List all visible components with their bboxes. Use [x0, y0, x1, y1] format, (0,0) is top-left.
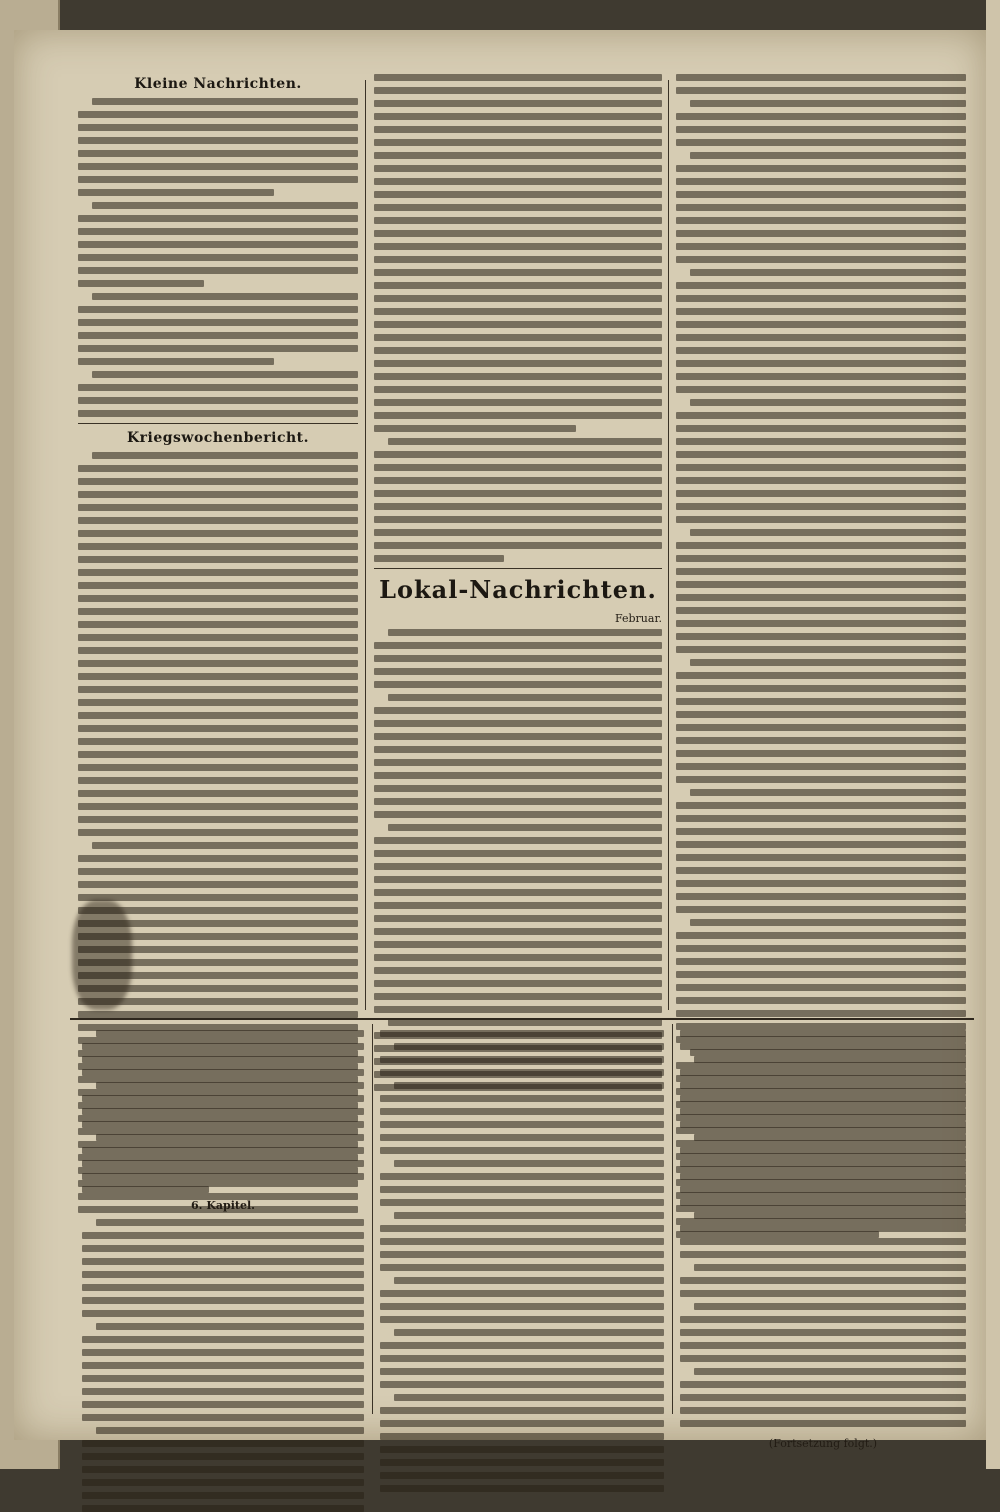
to-be-continued: (Fortsetzung folgt.) [768, 1437, 878, 1450]
war-report-headline: Kriegswochenbericht. [126, 430, 310, 446]
small-news-headline: Kleine Nachrichten. [134, 76, 302, 92]
local-news-body [374, 629, 662, 1091]
local-news-date: Februar. [614, 612, 662, 625]
serial-column-2 [380, 1030, 664, 1492]
column-rule [672, 1024, 673, 1414]
serial-column-1 [82, 1030, 364, 1512]
middle-column [374, 74, 662, 1091]
chapter-heading: 6. Kapitel. [191, 1199, 255, 1212]
adjacent-page-edge-right [986, 0, 1000, 1469]
ink-stain [72, 900, 132, 1010]
local-news-headline: Lokal-Nachrichten. [379, 575, 657, 604]
serial-column-3 [680, 1030, 966, 1454]
war-report-continued [374, 74, 662, 562]
column-rule [372, 1024, 373, 1414]
column-rule [365, 80, 366, 1010]
small-news-body [78, 98, 358, 417]
serial-divider [70, 1018, 974, 1020]
column-rule [668, 80, 669, 1010]
